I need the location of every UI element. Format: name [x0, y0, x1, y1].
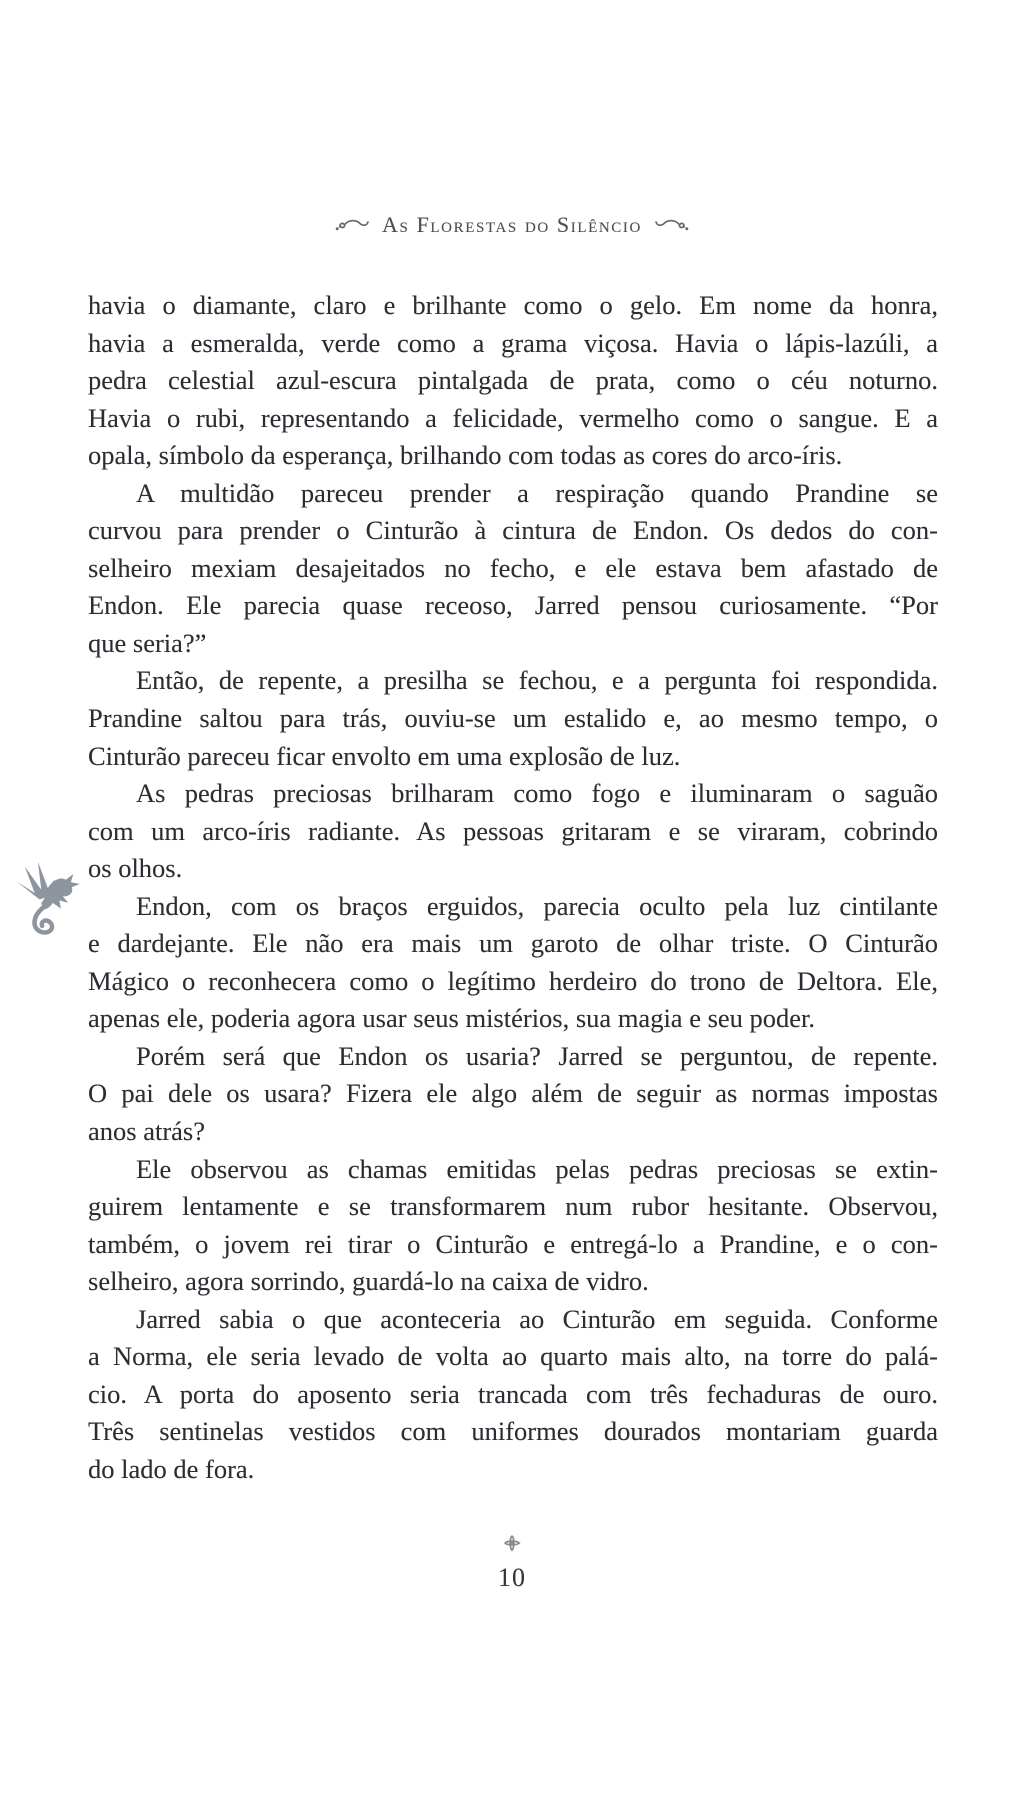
text-line: A multidão pareceu prender a respiração quando Prandine se — [136, 477, 938, 508]
footer-ornament-icon — [0, 1533, 1024, 1553]
text-line: Endon, com os braços erguidos, parecia oculto pela luz cintilante — [136, 890, 938, 921]
text-line: e dardejante. Ele não era mais um garoto de olhar triste. O Cinturão — [88, 928, 938, 959]
text-line: Endon. Ele parecia quase receoso, Jarred pensou curiosamente. “Por — [88, 590, 938, 621]
text-line: opala, símbolo da esperança, brilhando com todas as cores do arco-íris. — [88, 440, 843, 471]
running-header — [0, 212, 1024, 238]
text-line: anos atrás? — [88, 1116, 205, 1147]
text-line: pedra celestial azul-escura pintalgada de prata, como o céu noturno. — [88, 365, 938, 396]
paragraph — [88, 888, 938, 1038]
paragraph — [88, 475, 938, 663]
text-line: Cinturão pareceu ficar envolto em uma explosão de luz. — [88, 740, 681, 771]
text-line: que seria?” — [88, 627, 207, 658]
paragraph — [88, 287, 938, 475]
text-line: também, o jovem rei tirar o Cinturão e entregá-lo a Prandine, e o con- — [88, 1228, 938, 1259]
text-line: selheiro mexiam desajeitados no fecho, e ele estava bem afastado de — [88, 552, 938, 583]
paragraph — [88, 1301, 938, 1489]
text-line: havia o diamante, claro e brilhante como o gelo. Em nome da honra, — [88, 290, 938, 320]
text-line: Jarred sabia o que aconteceria ao Cinturão em seguida. Conforme — [136, 1303, 938, 1334]
dragon-icon — [10, 854, 84, 950]
paragraph — [88, 1151, 938, 1301]
text-line: guirem lentamente e se transformarem num rubor hesitante. Observou, — [88, 1191, 938, 1222]
text-line: cio. A porta do aposento seria trancada com três fechaduras de ouro. — [88, 1378, 938, 1409]
text-line: As pedras preciosas brilharam como fogo e iluminaram o saguão — [136, 778, 938, 809]
text-line: havia a esmeralda, verde como a grama viçosa. Havia o lápis-lazúli, a — [88, 327, 938, 358]
text-line: Prandine saltou para trás, ouviu-se um estalido e, ao mesmo tempo, o — [88, 703, 938, 734]
text-line: selheiro, agora sorrindo, guardá-lo na caixa de vidro. — [88, 1266, 649, 1297]
text-line: curvou para prender o Cinturão à cintura de Endon. Os dedos do con- — [88, 515, 938, 546]
paragraph — [88, 1038, 938, 1151]
header-flourish-left-icon — [334, 217, 370, 233]
chapter-title: As Florestas do Silêncio — [382, 212, 642, 237]
text-line: Então, de repente, a presilha se fechou, e a pergunta foi respondida. — [136, 665, 938, 696]
paragraph — [88, 662, 938, 775]
text-line: a Norma, ele seria levado de volta ao quarto mais alto, na torre do palá- — [88, 1341, 938, 1372]
text-line: Três sentinelas vestidos com uniformes dourados montariam guarda — [88, 1416, 938, 1447]
header-flourish-right-icon — [654, 217, 690, 233]
text-line: com um arco-íris radiante. As pessoas gritaram e se viraram, cobrindo — [88, 815, 938, 846]
paragraph — [88, 775, 938, 888]
text-line: os olhos. — [88, 853, 183, 884]
text-line: Porém será que Endon os usaria? Jarred se perguntou, de repente. — [136, 1040, 938, 1071]
text-line: Ele observou as chamas emitidas pelas pedras preciosas se extin- — [136, 1153, 938, 1184]
text-line: Havia o rubi, representando a felicidade, vermelho como o sangue. E a — [88, 402, 938, 433]
text-line: apenas ele, poderia agora usar seus mistérios, sua magia e seu poder. — [88, 1003, 816, 1034]
page-number: 10 — [498, 1563, 526, 1592]
text-line: O pai dele os usara? Fizera ele algo além de seguir as normas impostas — [88, 1078, 938, 1109]
text-line: do lado de fora. — [88, 1453, 255, 1484]
text-line: Mágico o reconhecera como o legítimo herdeiro do trono de Deltora. Ele, — [88, 965, 938, 996]
page-body — [88, 287, 938, 1489]
